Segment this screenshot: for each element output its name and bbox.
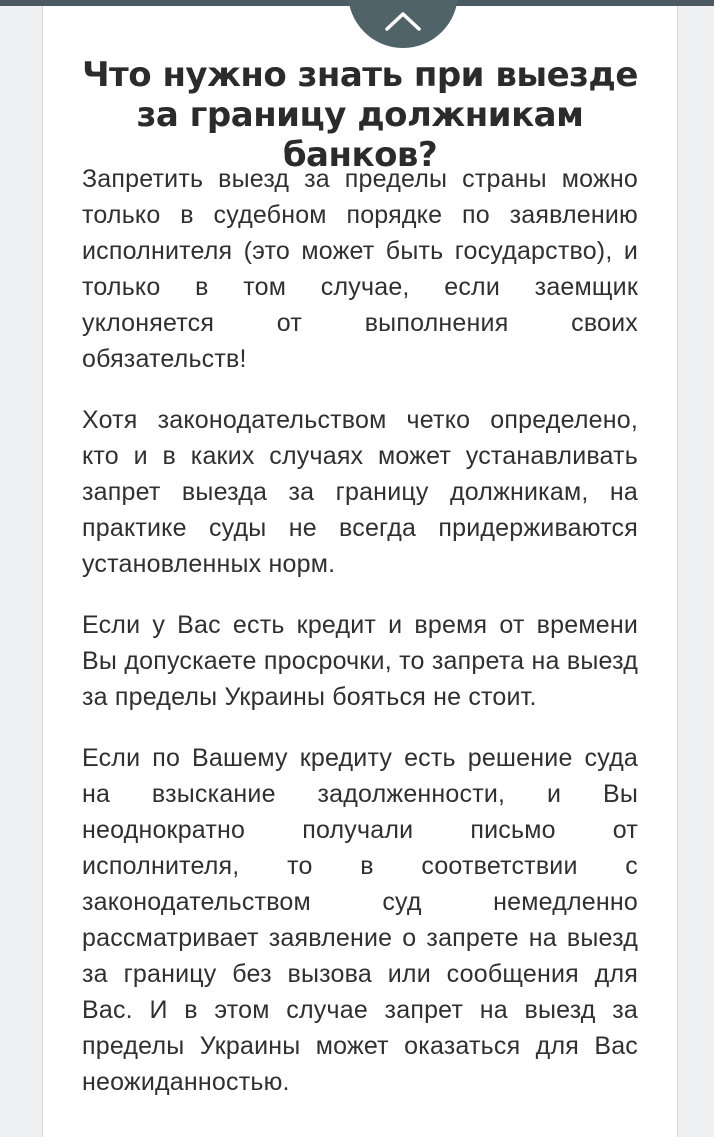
article-paragraph: Если у Вас есть кредит и время от времени Вы допускаете просрочки, то запрета на выезд за пределы Украины бояться не стоит.	[82, 611, 638, 711]
chevron-up-icon	[383, 10, 423, 32]
article-paragraph: Запретить выезд за пределы страны можно только в судебном порядке по заявлению исполнителя (это может быть государство), и только в том случае, если заемщик уклоняется от выполнения своих обязательств!	[82, 165, 638, 373]
scroll-to-top-button[interactable]	[348, 0, 458, 48]
article-title: Что нужно знать при выезде за границу должникам банков?	[82, 55, 638, 175]
article-paragraph: Хотя законодательством четко определено, кто и в каких случаях может устанавливать запрет выезда за границу должникам, на практике суды не всегда придерживаются установленных норм.	[82, 406, 638, 578]
article-body	[82, 161, 638, 1125]
article-paragraph: Если по Вашему кредиту есть решение суда на взыскание задолженности, и Вы неоднократно получали письмо от исполнителя, то в соответствии с законодательством суд немедленно рассматривает заявление о запрете на выезд за границу без вызова или сообщения для Вас. И в этом случае запрет на выезд за пределы Украины может оказаться для Вас неожиданностью.	[82, 744, 638, 1096]
